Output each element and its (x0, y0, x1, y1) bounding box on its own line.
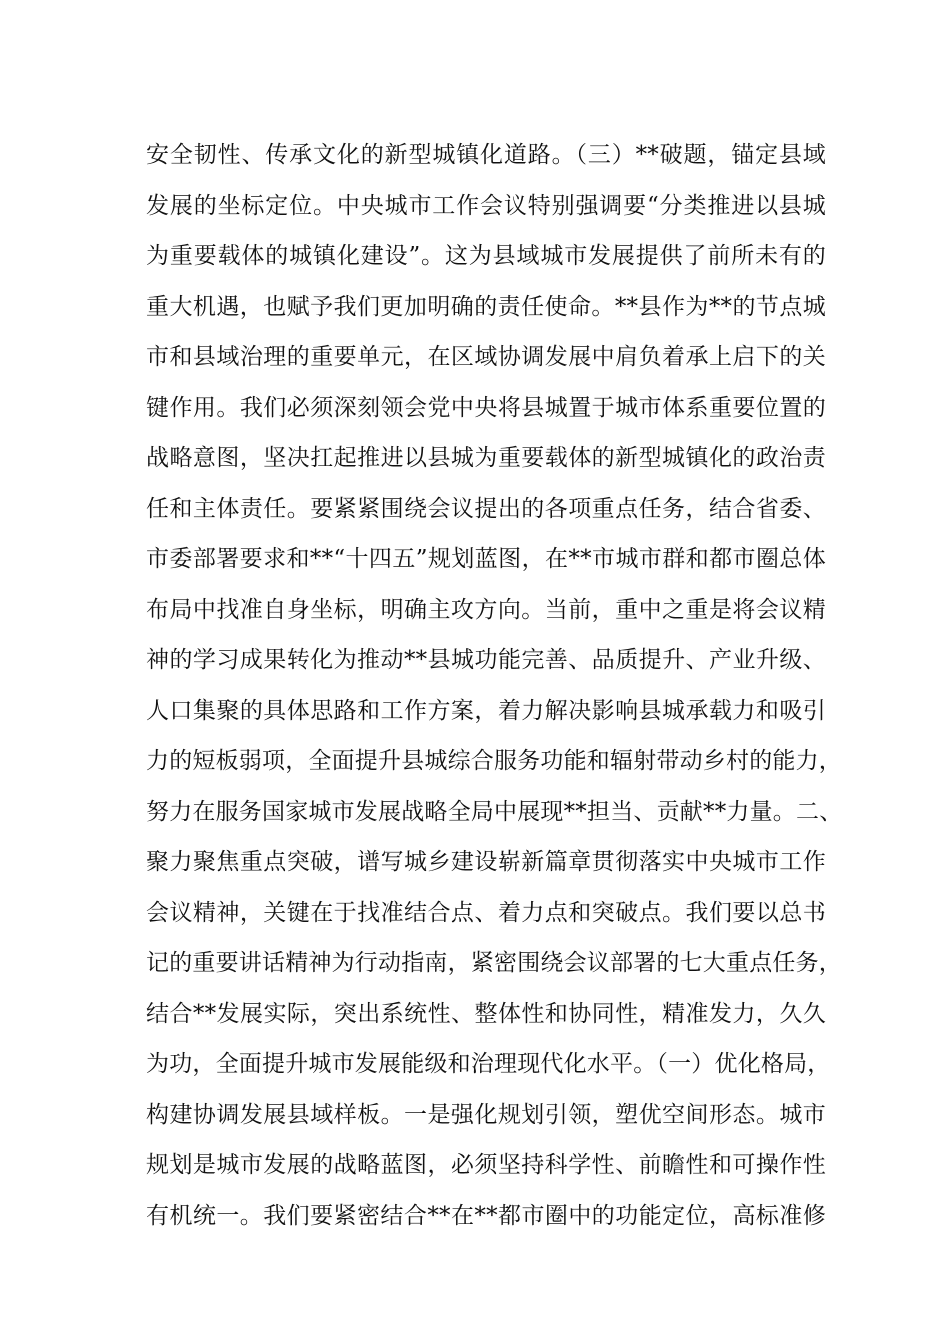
text-line: 为功，全面提升城市发展能级和治理现代化水平。（一）优化格局， (146, 1051, 831, 1077)
text-line: 重大机遇，也赋予我们更加明确的责任使命。**县作为**的节点城 (146, 293, 826, 320)
text-line: 市委部署要求和**“十四五”规划蓝图，在**市城市群和都市圈总体 (146, 546, 826, 572)
text-line: 聚力聚焦重点突破，谱写城乡建设崭新篇章贯彻落实中央城市工作 (146, 849, 826, 875)
text-line: 安全韧性、传承文化的新型城镇化道路。（三）**破题，锚定县域 (146, 142, 826, 168)
text-line: 有机统一。我们要紧密结合**在**都市圈中的功能定位，高标准修 (146, 1202, 826, 1229)
text-line: 为重要载体的城镇化建设”。这为县域城市发展提供了前所未有的 (146, 243, 826, 269)
body-text (146, 130, 843, 1241)
text-line: 市和县域治理的重要单元，在区域协调发展中肩负着承上启下的关 (146, 344, 826, 370)
text-line: 发展的坐标定位。中央城市工作会议特别强调要“分类推进以县城 (146, 192, 826, 219)
text-line: 力的短板弱项，全面提升县城综合服务功能和辐射带动乡村的能力， (146, 748, 842, 774)
text-line: 努力在服务国家城市发展战略全局中展现**担当、贡献**力量。二、 (146, 798, 843, 825)
text-line: 神的学习成果转化为推动**县城功能完善、品质提升、产业升级、 (146, 647, 826, 673)
text-line: 规划是城市发展的战略蓝图，必须坚持科学性、前瞻性和可操作性 (146, 1152, 826, 1178)
text-line: 记的重要讲话精神为行动指南，紧密围绕会议部署的七大重点任务， (146, 950, 842, 976)
text-line: 会议精神，关键在于找准结合点、着力点和突破点。我们要以总书 (146, 899, 826, 926)
text-line: 键作用。我们必须深刻领会党中央将县城置于城市体系重要位置的 (146, 394, 826, 421)
text-line: 构建协调发展县域样板。一是强化规划引领，塑优空间形态。城市 (146, 1101, 826, 1128)
text-line: 人口集聚的具体思路和工作方案，着力解决影响县城承载力和吸引 (146, 697, 826, 724)
text-line: 布局中找准自身坐标，明确主攻方向。当前，重中之重是将会议精 (146, 596, 826, 623)
text-line: 战略意图，坚决扛起推进以县城为重要载体的新型城镇化的政治责 (146, 445, 826, 471)
text-line: 结合**发展实际，突出系统性、整体性和协同性，精准发力，久久 (146, 1000, 826, 1027)
text-line: 任和主体责任。要紧紧围绕会议提出的各项重点任务，结合省委、 (146, 495, 826, 522)
